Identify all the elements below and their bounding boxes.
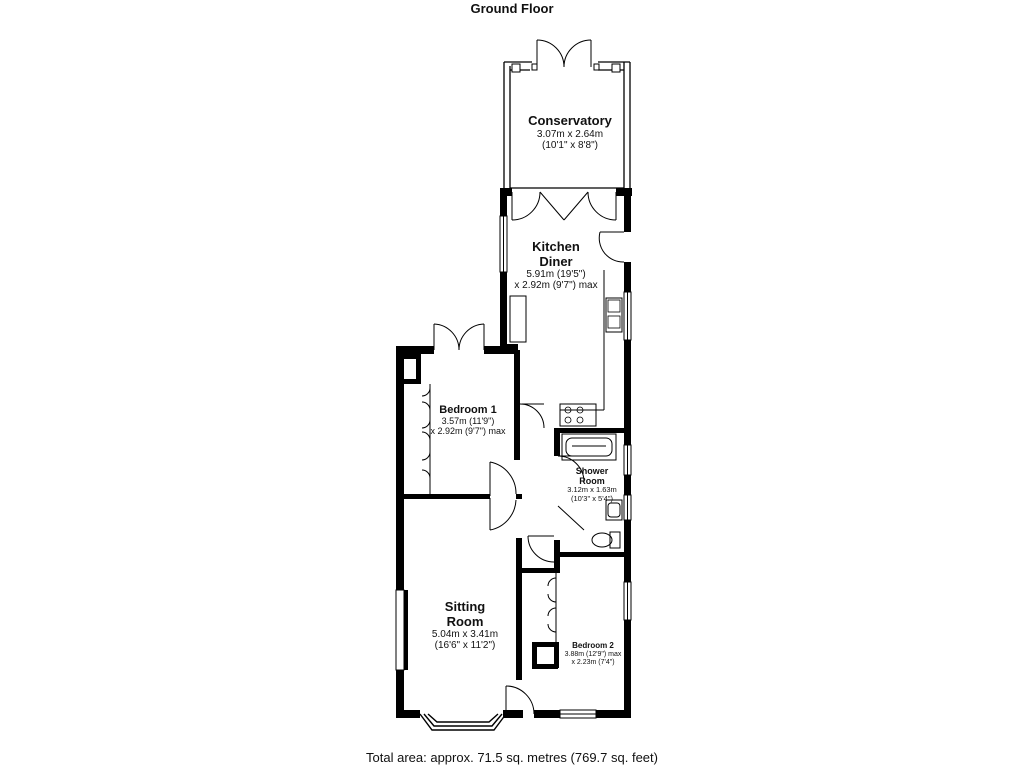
kitchen-chimney-breast <box>510 296 526 342</box>
toilet-icon <box>592 532 620 548</box>
hob-icon <box>565 407 583 423</box>
room-dimension-imperial: (10'3" x 5'4") <box>571 493 613 503</box>
room-dimension-length: 5.91m (19'5") <box>526 269 586 281</box>
room-name-line-2: Room <box>579 476 605 487</box>
room-name: Bedroom 2 <box>572 641 614 650</box>
bedroom-1-label <box>428 404 508 436</box>
conservatory-corner-marks <box>512 64 620 72</box>
room-name-line-1: Shower <box>575 466 609 476</box>
kitchen-diner-label <box>496 240 616 291</box>
bedroom2-wardrobe <box>548 573 556 642</box>
room-name-line-1: Kitchen <box>532 239 580 254</box>
room-dimension-width: x 2.92m (9'7") max <box>430 426 506 437</box>
bedroom1-wardrobe <box>422 384 430 494</box>
room-name-line-2: Room <box>446 613 484 629</box>
sitting-room-window-frame <box>404 590 408 670</box>
room-dimension-metric: 5.04m x 3.41m <box>431 629 499 641</box>
floor-title: Ground Floor <box>470 1 554 16</box>
room-name-line-1: Sitting <box>444 599 486 614</box>
basin-icon <box>606 500 622 520</box>
room-dimension-metric: 3.07m x 2.64m <box>536 128 604 140</box>
room-dimension-metric: 3.12m x 1.63m <box>567 485 617 495</box>
room-dimension-imperial: (10'1" x 8'8") <box>542 139 598 151</box>
total-area: Total area: approx. 71.5 sq. metres (769.7 sq. feet) <box>366 750 658 765</box>
sink-icon <box>608 300 620 328</box>
room-dimension-width: x 2.23m (7'4") <box>571 658 615 666</box>
sitting-room-label <box>410 600 520 651</box>
conservatory-french-doors-icon <box>537 40 591 67</box>
room-name: Bedroom 1 <box>439 404 497 416</box>
room-dimension-width: x 2.92m (9'7") max <box>514 280 598 292</box>
room-dimension-length: 3.57m (11'9") <box>441 416 495 427</box>
room-name: Conservatory <box>528 113 612 128</box>
bay-window <box>420 714 506 730</box>
room-dimension-length: 3.88m (12'9") max <box>564 650 622 658</box>
bedroom-2-label <box>560 642 626 667</box>
room-name-line-2: Diner <box>539 253 573 269</box>
room-dimension-imperial: (16'6" x 11'2") <box>434 640 496 652</box>
shower-room-label <box>560 466 624 503</box>
conservatory-label <box>510 114 630 151</box>
kitchen-worktop <box>560 270 622 426</box>
shower-tray-icon <box>562 434 616 460</box>
